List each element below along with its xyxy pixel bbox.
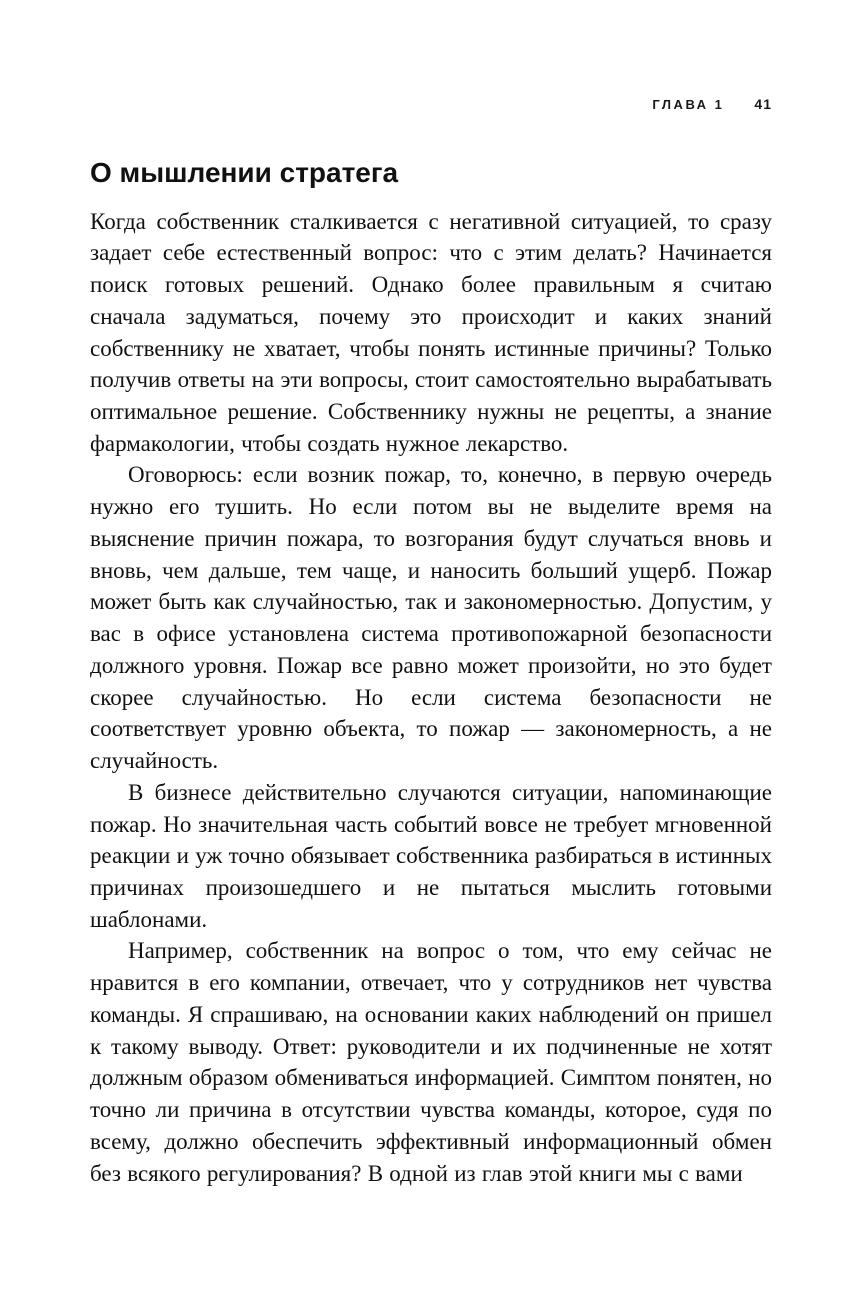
paragraph: Оговорюсь: если возник пожар, то, конечно, в первую очередь нужно его тушить. Но если потом вы не выделите время на выяснение причин пожара, то возгорания будут случаться вновь и вновь, чем дальше, тем чаще, и наносить больший ущерб. Пожар может быть как случайностью, так и закономерностью. Допустим, у вас в офисе установлена система противопожарной безопасности должного уровня. Пожар все равно может произойти, но это будет скорее случайностью. Но если система безопасности не соответствует уровню объекта, то пожар — закономерность, а не случайность. <box>90 462 772 774</box>
paragraph: Например, собственник на вопрос о том, что ему сейчас не нравится в его компании, отвечает, что у сотрудников нет чувства команды. Я спрашиваю, на основании каких наблюдений он пришел к такому выводу. Ответ: руководители и их подчиненные не хотят должным образом обмениваться информацией. Симптом понятен, но точно ли причина в отсутствии чувства команды, которое, судя по всему, должно обеспечить эффективный информационный обмен без всякого регулирования? В одной из глав этой книги мы с вами <box>90 938 772 1186</box>
section-heading: О мышлении стратега <box>90 157 399 188</box>
paragraph: В бизнесе действительно случаются ситуации, напоминающие пожар. Но значительная часть событий вовсе не требует мгновенной реакции и уж точно обязывает собственника разбираться в истинных причинах произошедшего и не пытаться мыслить готовыми шаблонами. <box>90 779 772 932</box>
body-text <box>90 206 772 1190</box>
chapter-label: ГЛАВА 1 <box>652 97 725 112</box>
page-number: 41 <box>754 96 772 112</box>
paragraph: Когда собственник сталкивается с негативной ситуацией, то сразу задает себе естественный вопрос: что с этим делать? Начинается поиск готовых решений. Однако более правильным я считаю сначала задуматься, почему это происходит и каких знаний собственнику не хватает, чтобы понять истинные причины? Только получив ответы на эти вопросы, стоит самостоятельно вырабатывать оптимальное решение. Собственнику нужны не рецепты, а знание фармакологии, чтобы создать нужное лекарство. <box>90 208 772 456</box>
running-head <box>90 96 772 112</box>
